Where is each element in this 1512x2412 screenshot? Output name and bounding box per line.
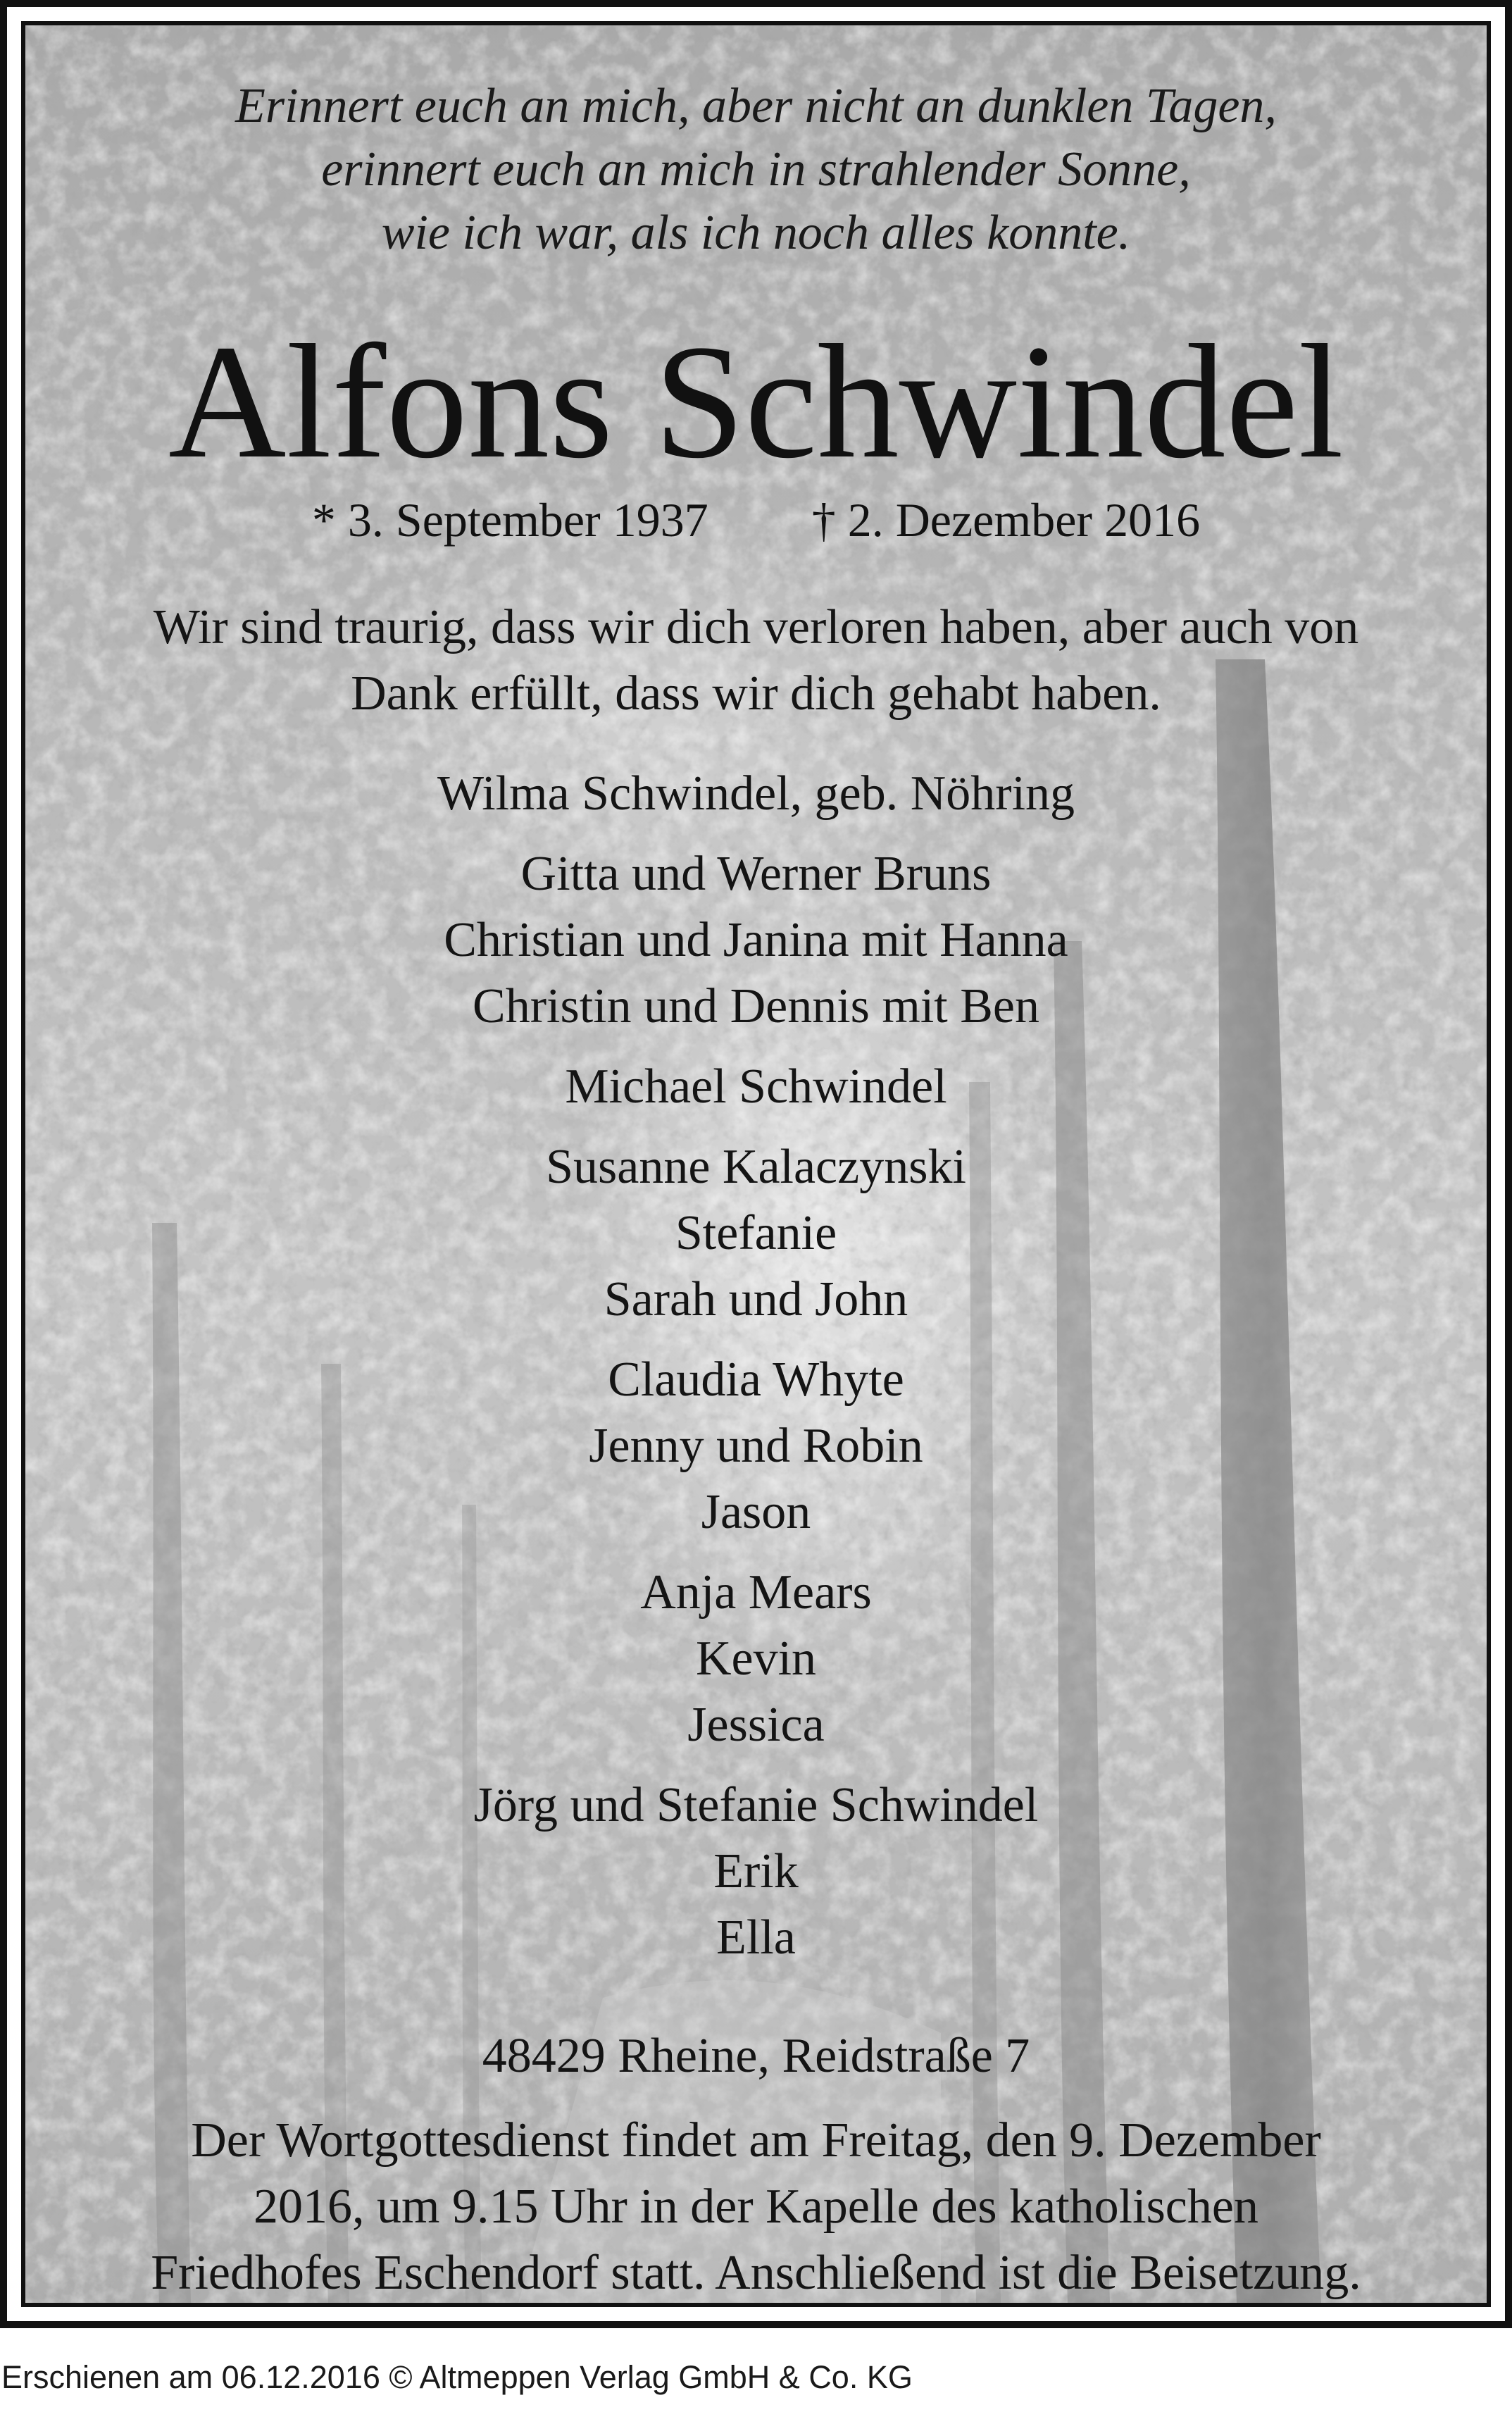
memorial-verse-line: erinnert euch an mich in strahlender Sonne, (321, 142, 1191, 197)
publication-credit: Erschienen am 06.12.2016 © Altmeppen Verlag GmbH & Co. KG (1, 2359, 913, 2395)
mourner-name: Christian und Janina mit Hanna (444, 913, 1068, 967)
service-notice-line: Friedhofes Eschendorf statt. Anschließend ist die Beisetzung. (151, 2246, 1361, 2300)
mourner-group (25, 1560, 1487, 1758)
service-notice-line: 2016, um 9.15 Uhr in der Kapelle des katholischen (254, 2180, 1258, 2234)
mourner-group (25, 1134, 1487, 1333)
mourner-name: Wilma Schwindel, geb. Nöhring (437, 766, 1075, 821)
mourner-name: Michael Schwindel (565, 1059, 947, 1114)
mourner-name: Jessica (687, 1698, 825, 1752)
obituary-panel (21, 21, 1491, 2307)
mourner-name: Gitta und Werner Bruns (520, 847, 992, 901)
mourner-name: Claudia Whyte (608, 1353, 904, 1407)
mourner-name: Susanne Kalaczynski (546, 1140, 966, 1194)
funeral-service-notice (25, 2108, 1487, 2306)
mourner-group (25, 841, 1487, 1040)
mourner-group (25, 761, 1487, 827)
mourning-statement (25, 595, 1487, 727)
mourners-list (25, 761, 1487, 1985)
service-notice-line: Der Wortgottesdienst findet am Freitag, den 9. Dezember (191, 2113, 1321, 2168)
mourner-name: Anja Mears (640, 1565, 872, 1620)
mourner-name: Stefanie (675, 1206, 837, 1260)
mourner-name: Erik (713, 1844, 799, 1898)
mourner-name: Jörg und Stefanie Schwindel (473, 1778, 1039, 1832)
mourner-name: Kevin (695, 1631, 817, 1686)
mourner-name: Jenny und Robin (589, 1419, 923, 1473)
mourner-group (25, 1054, 1487, 1120)
obituary-content (25, 25, 1487, 2303)
memorial-verse (25, 75, 1487, 265)
memorial-verse-line: wie ich war, als ich noch alles konnte. (381, 206, 1131, 260)
birth-date: * 3. September 1937 (311, 493, 708, 547)
life-dates (25, 492, 1487, 548)
memorial-verse-line: Erinnert euch an mich, aber nicht an dunklen Tagen, (235, 79, 1277, 133)
mourner-group (25, 1772, 1487, 1971)
mourner-name: Sarah und John (604, 1272, 908, 1326)
deceased-name: Alfons Schwindel (168, 311, 1344, 492)
mourning-statement-line: Dank erfüllt, dass wir dich gehabt haben. (351, 666, 1161, 721)
mourner-group (25, 1347, 1487, 1546)
death-date: † 2. Dezember 2016 (811, 493, 1201, 547)
mourner-name: Jason (701, 1485, 811, 1539)
family-address: 48429 Rheine, Reidstraße 7 (482, 2029, 1030, 2083)
mourning-statement-line: Wir sind traurig, dass wir dich verloren haben, aber auch von (153, 600, 1359, 654)
mourner-name: Ella (716, 1910, 796, 1965)
mourner-name: Christin und Dennis mit Ben (473, 979, 1039, 1033)
